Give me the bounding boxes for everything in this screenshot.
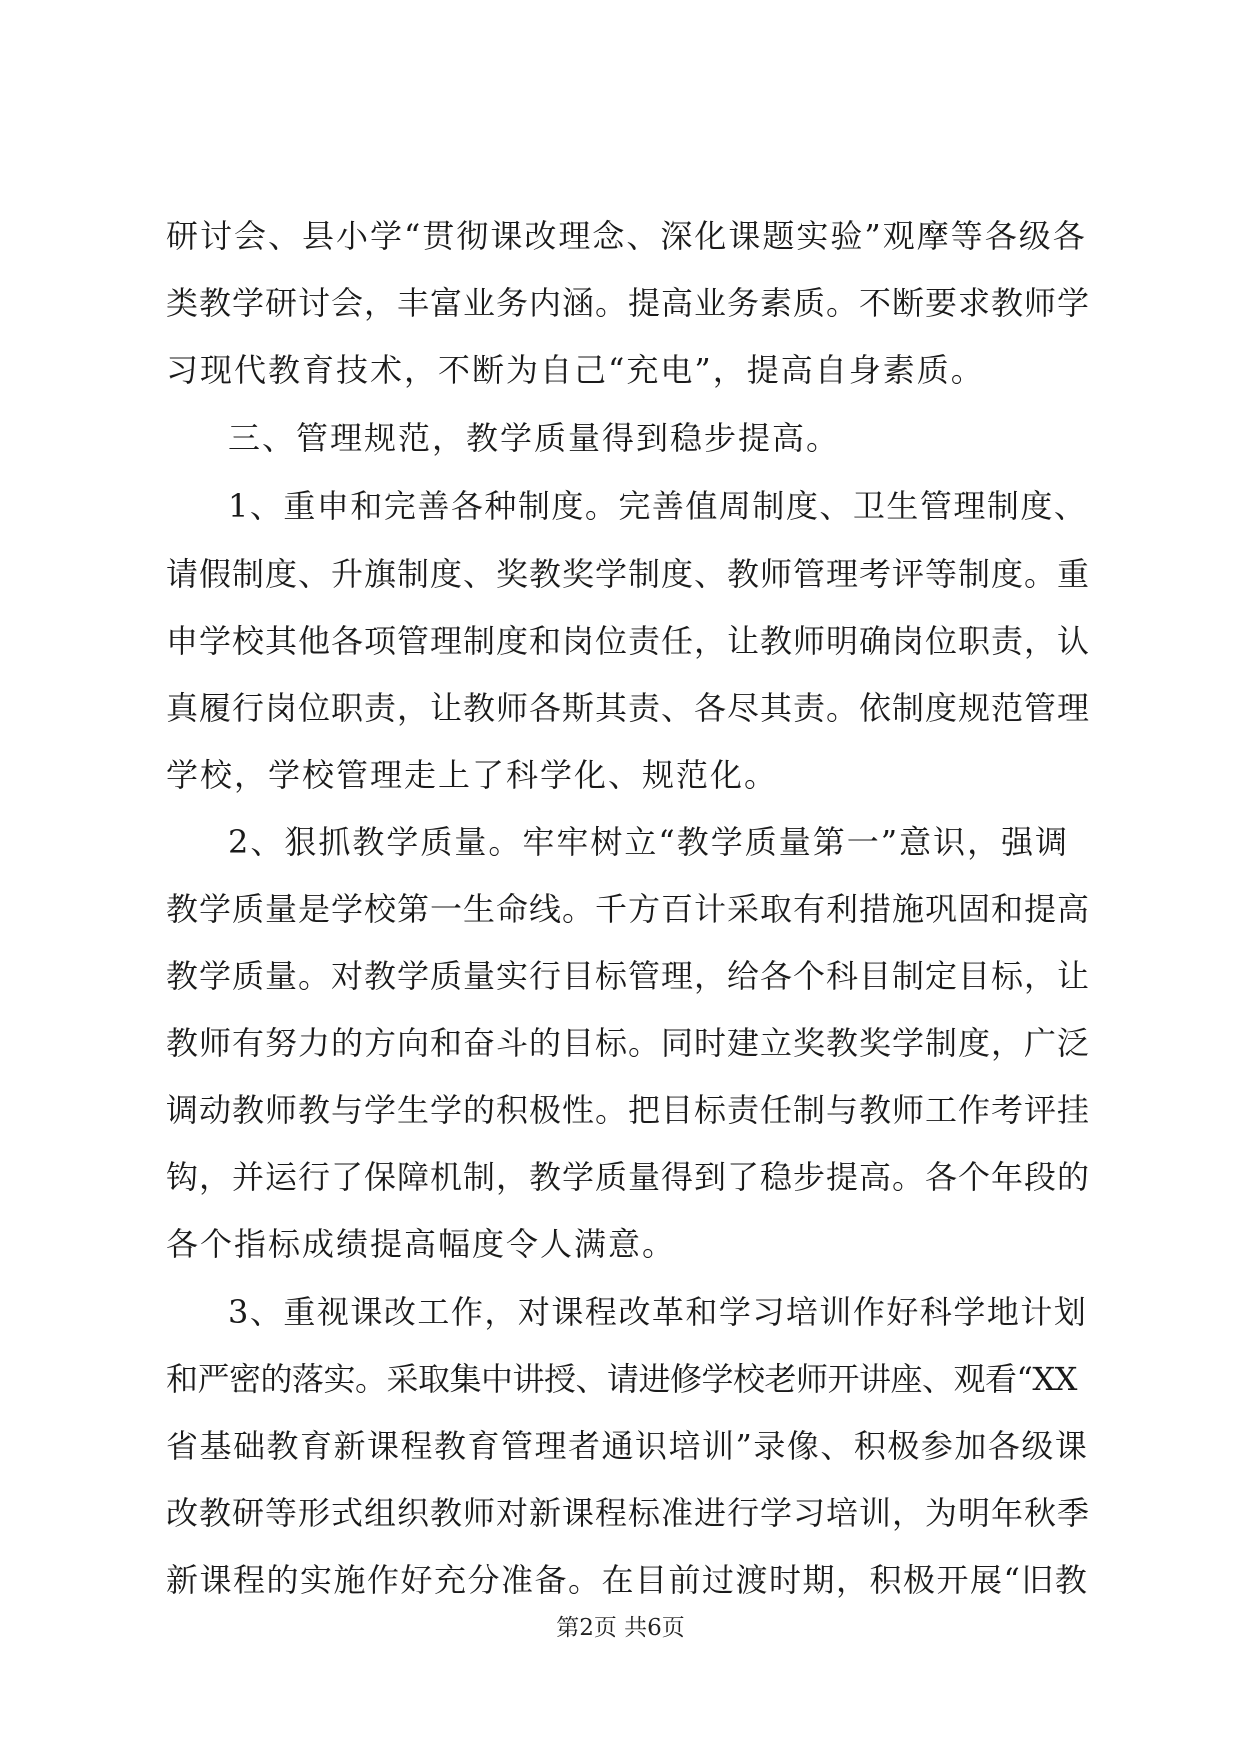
text-line: 真履行岗位职责，让教师各斯其责、各尽其责。依制度规范管理 — [166, 689, 1091, 727]
page-number-footer: 第2页 共6页 — [556, 1615, 685, 1641]
section-heading: 三、管理规范，教学质量得到稳步提高。 — [228, 419, 841, 457]
text-line: 和严密的落实。采取集中讲授、请进修学校老师开讲座、观看“XX — [166, 1360, 1077, 1398]
text-line: 教学质量。对教学质量实行目标管理，给各个科目制定目标，让 — [166, 957, 1091, 995]
text-line: 各个指标成绩提高幅度令人满意。 — [166, 1225, 677, 1263]
text-line: 研讨会、县小学“贯彻课改理念、深化课题实验”观摩等各级各 — [166, 217, 1087, 255]
text-line: 改教研等形式组织教师对新课程标准进行学习培训，为明年秋季 — [166, 1494, 1091, 1532]
text-line: 学校，学校管理走上了科学化、规范化。 — [166, 756, 779, 794]
text-line: 习现代教育技术，不断为自己“充电”，提高自身素质。 — [166, 351, 985, 389]
text-line: 类教学研讨会，丰富业务内涵。提高业务素质。不断要求教师学 — [166, 284, 1091, 322]
text-line: 请假制度、升旗制度、奖教奖学制度、教师管理考评等制度。重 — [166, 555, 1091, 593]
text-line: 1、重申和完善各种制度。完善值周制度、卫生管理制度、 — [228, 487, 1088, 525]
text-line: 省基础教育新课程教育管理者通识培训”录像、积极参加各级课 — [166, 1427, 1089, 1465]
text-line: 钩，并运行了保障机制，教学质量得到了稳步提高。各个年段的 — [166, 1158, 1091, 1196]
text-line: 新课程的实施作好充分准备。在目前过渡时期，积极开展“旧教 — [166, 1561, 1089, 1599]
text-line: 教学质量是学校第一生命线。千方百计采取有利措施巩固和提高 — [166, 890, 1091, 928]
text-line: 调动教师教与学生学的积极性。把目标责任制与教师工作考评挂 — [166, 1091, 1091, 1129]
text-line: 教师有努力的方向和奋斗的目标。同时建立奖教奖学制度，广泛 — [166, 1024, 1091, 1062]
text-line: 2、狠抓教学质量。牢牢树立“教学质量第一”意识，强调 — [228, 823, 1070, 861]
text-line: 3、重视课改工作，对课程改革和学习培训作好科学地计划 — [228, 1293, 1088, 1331]
text-line: 申学校其他各项管理制度和岗位责任，让教师明确岗位职责，认 — [166, 622, 1091, 660]
